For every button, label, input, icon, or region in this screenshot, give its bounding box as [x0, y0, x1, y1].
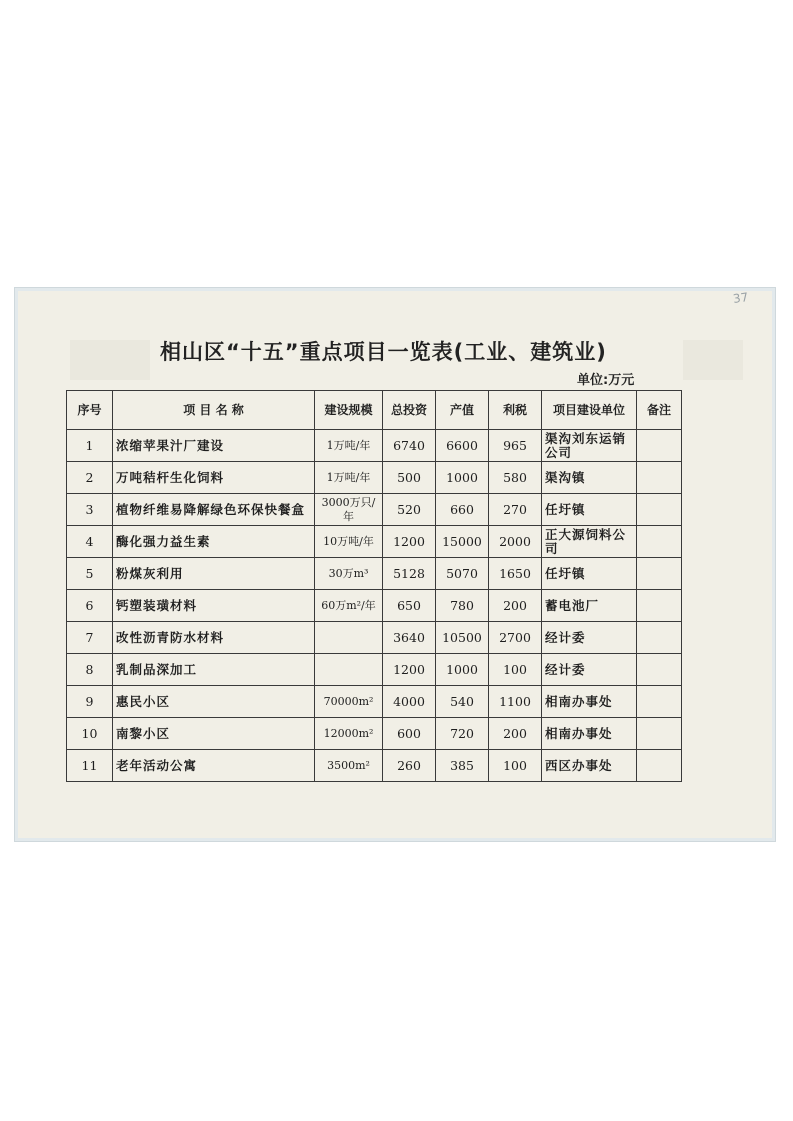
table-row — [67, 750, 682, 782]
row-number-cell: 3 — [67, 494, 113, 526]
row-number-cell: 2 — [67, 462, 113, 494]
table-body — [67, 430, 682, 782]
remark-cell — [637, 718, 682, 750]
profit-tax-cell: 100 — [489, 750, 542, 782]
total-investment-cell: 600 — [383, 718, 436, 750]
construction-scale-cell: 3000万只/年 — [315, 494, 383, 526]
output-value-cell: 6600 — [436, 430, 489, 462]
page-number-mark: 37 — [732, 290, 750, 306]
profit-tax-cell: 200 — [489, 590, 542, 622]
total-investment-cell: 1200 — [383, 654, 436, 686]
profit-tax-cell: 580 — [489, 462, 542, 494]
output-value-cell: 10500 — [436, 622, 489, 654]
total-investment-cell: 4000 — [383, 686, 436, 718]
output-value-cell: 1000 — [436, 462, 489, 494]
table-row — [67, 686, 682, 718]
column-header: 项目建设单位 — [542, 391, 637, 430]
project-name-cell: 乳制品深加工 — [113, 654, 315, 686]
unit-note: 单位:万元 — [577, 373, 635, 388]
construction-unit-cell: 相南办事处 — [542, 686, 637, 718]
remark-cell — [637, 590, 682, 622]
project-table — [66, 390, 682, 782]
remark-cell — [637, 526, 682, 558]
output-value-cell: 385 — [436, 750, 489, 782]
column-header: 产值 — [436, 391, 489, 430]
remark-cell — [637, 654, 682, 686]
profit-tax-cell: 270 — [489, 494, 542, 526]
construction-scale-cell: 30万m³ — [315, 558, 383, 590]
row-number-cell: 7 — [67, 622, 113, 654]
column-header: 序号 — [67, 391, 113, 430]
output-value-cell: 15000 — [436, 526, 489, 558]
construction-scale-cell: 12000m² — [315, 718, 383, 750]
profit-tax-cell: 200 — [489, 718, 542, 750]
construction-scale-cell: 3500m² — [315, 750, 383, 782]
profit-tax-cell: 2700 — [489, 622, 542, 654]
table-row — [67, 526, 682, 558]
remark-cell — [637, 686, 682, 718]
total-investment-cell: 3640 — [383, 622, 436, 654]
column-header: 备注 — [637, 391, 682, 430]
construction-scale-cell: 60万m²/年 — [315, 590, 383, 622]
total-investment-cell: 6740 — [383, 430, 436, 462]
remark-cell — [637, 750, 682, 782]
construction-scale-cell: 1万吨/年 — [315, 430, 383, 462]
output-value-cell: 660 — [436, 494, 489, 526]
construction-unit-cell: 经计委 — [542, 622, 637, 654]
row-number-cell: 5 — [67, 558, 113, 590]
remark-cell — [637, 558, 682, 590]
row-number-cell: 4 — [67, 526, 113, 558]
table-row — [67, 430, 682, 462]
remark-cell — [637, 622, 682, 654]
table-row — [67, 590, 682, 622]
construction-unit-cell: 正大源饲料公司 — [542, 526, 637, 558]
table-row — [67, 558, 682, 590]
construction-unit-cell: 西区办事处 — [542, 750, 637, 782]
total-investment-cell: 520 — [383, 494, 436, 526]
column-header: 项 目 名 称 — [113, 391, 315, 430]
column-header: 建设规模 — [315, 391, 383, 430]
total-investment-cell: 500 — [383, 462, 436, 494]
project-name-cell: 钙塑装璜材料 — [113, 590, 315, 622]
construction-scale-cell — [315, 622, 383, 654]
remark-cell — [637, 462, 682, 494]
project-name-cell: 酶化强力益生素 — [113, 526, 315, 558]
output-value-cell: 780 — [436, 590, 489, 622]
row-number-cell: 8 — [67, 654, 113, 686]
row-number-cell: 9 — [67, 686, 113, 718]
profit-tax-cell: 1100 — [489, 686, 542, 718]
output-value-cell: 720 — [436, 718, 489, 750]
project-name-cell: 惠民小区 — [113, 686, 315, 718]
total-investment-cell: 650 — [383, 590, 436, 622]
construction-unit-cell: 渠沟刘东运销公司 — [542, 430, 637, 462]
output-value-cell: 1000 — [436, 654, 489, 686]
output-value-cell: 540 — [436, 686, 489, 718]
table-row — [67, 494, 682, 526]
row-number-cell: 1 — [67, 430, 113, 462]
remark-cell — [637, 494, 682, 526]
construction-scale-cell — [315, 654, 383, 686]
output-value-cell: 5070 — [436, 558, 489, 590]
construction-unit-cell: 任圩镇 — [542, 558, 637, 590]
project-name-cell: 粉煤灰利用 — [113, 558, 315, 590]
column-header: 利税 — [489, 391, 542, 430]
project-name-cell: 老年活动公寓 — [113, 750, 315, 782]
row-number-cell: 6 — [67, 590, 113, 622]
table-header-row — [67, 391, 682, 430]
construction-unit-cell: 相南办事处 — [542, 718, 637, 750]
table-row — [67, 718, 682, 750]
total-investment-cell: 5128 — [383, 558, 436, 590]
total-investment-cell: 1200 — [383, 526, 436, 558]
construction-unit-cell: 蓄电池厂 — [542, 590, 637, 622]
table-row — [67, 622, 682, 654]
project-name-cell: 改性沥青防水材料 — [113, 622, 315, 654]
remark-cell — [637, 430, 682, 462]
profit-tax-cell: 100 — [489, 654, 542, 686]
project-name-cell: 浓缩苹果汁厂建设 — [113, 430, 315, 462]
table-row — [67, 654, 682, 686]
total-investment-cell: 260 — [383, 750, 436, 782]
construction-unit-cell: 渠沟镇 — [542, 462, 637, 494]
project-name-cell: 万吨秸杆生化饲料 — [113, 462, 315, 494]
construction-scale-cell: 10万吨/年 — [315, 526, 383, 558]
row-number-cell: 10 — [67, 718, 113, 750]
profit-tax-cell: 1650 — [489, 558, 542, 590]
construction-scale-cell: 70000m² — [315, 686, 383, 718]
table-row — [67, 462, 682, 494]
project-name-cell: 植物纤维易降解绿色环保快餐盒 — [113, 494, 315, 526]
construction-unit-cell: 任圩镇 — [542, 494, 637, 526]
construction-unit-cell: 经计委 — [542, 654, 637, 686]
bleed-through-smudge — [683, 340, 743, 380]
profit-tax-cell: 2000 — [489, 526, 542, 558]
page-title: 相山区“十五”重点项目一览表(工业、建筑业) — [160, 340, 607, 364]
project-name-cell: 南黎小区 — [113, 718, 315, 750]
profit-tax-cell: 965 — [489, 430, 542, 462]
bleed-through-smudge — [70, 340, 150, 380]
column-header: 总投资 — [383, 391, 436, 430]
construction-scale-cell: 1万吨/年 — [315, 462, 383, 494]
row-number-cell: 11 — [67, 750, 113, 782]
